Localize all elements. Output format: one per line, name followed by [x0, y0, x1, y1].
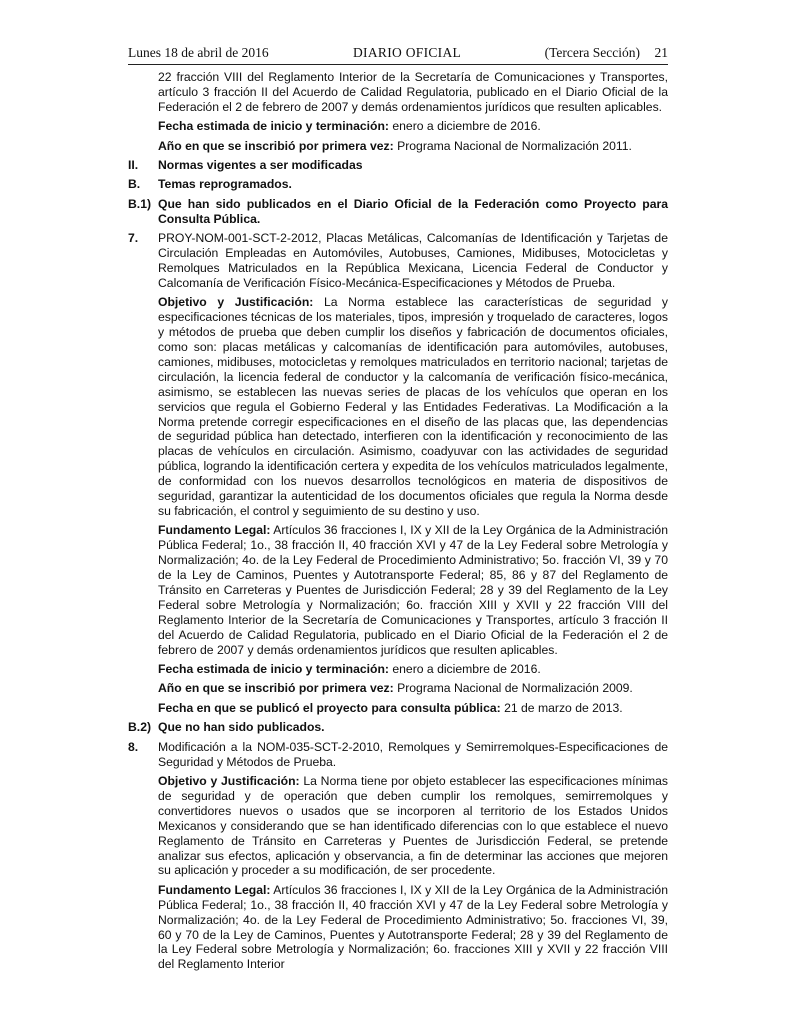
- section-b2-heading: Que no han sido publicados.: [158, 720, 325, 735]
- item-7-publication-date-text: 21 de marzo de 2013.: [500, 700, 623, 715]
- header-page-number: 21: [654, 45, 668, 60]
- section-ii-heading: Normas vigentes a ser modificadas: [158, 158, 363, 173]
- item-8-title: Modificación a la NOM-035-SCT-2-2010, Remolques y Semirremolques-Especificaciones de Seguridad y Métodos de Prueba.: [158, 739, 668, 769]
- item-8-objective: [158, 774, 668, 878]
- section-ii-number: II.: [128, 158, 139, 173]
- header-section: (Tercera Sección): [544, 45, 640, 60]
- section-b1-number: B.1): [128, 196, 152, 211]
- item-7: [128, 231, 668, 291]
- item-7-start-end-date-label: Fecha estimada de inicio y terminación:: [158, 662, 389, 677]
- item-7-publication-date: [158, 701, 668, 716]
- page-header: [128, 45, 668, 65]
- section-b2: [128, 720, 668, 735]
- item-7-first-inscription: [158, 681, 668, 696]
- item-7-legal-basis-text: Artículos 36 fracciones I, IX y XII de la Ley Orgánica de la Administración Pública Federal; 1o., 38 fracción II, 40 fracción XVI y 47 de la Ley Federal sobre Metrología y Normalización; 4o. de la Ley Federal de Procedimiento Administrativo; 5o. fracción VI, 39 y 70 de la Ley de Caminos, Puentes y Autotransporte Federal; 85, 86 y 87 del Reglamento de Tránsito en Carreteras y Puentes de Jurisdicción Federal; 28 y 39 del Reglamento de la Ley Federal sobre Metrología y Normalización; 6o. fracción XIII y XVII y 22 fracción VIII del Reglamento Interior de la Secretaría de Comunicaciones y Transportes, artículo 3 fracción II del Acuerdo de Calidad Regulatoria, publicado en el Diario Oficial de la Federación el 2 de febrero de 2007 y demás ordenamientos jurídicos que resulten aplicables.: [158, 523, 668, 657]
- item-7-title: PROY-NOM-001-SCT-2-2012, Placas Metálicas, Calcomanías de Identificación y Tarjetas de Circulación Empleadas en Automóviles, Autobuses, Camiones, Midibuses, Motocicletas y Remolques Matriculados en la República Mexicana, Licencia Federal de Conductor y Calcomanía de Verificación Físico-Mecánica-Especificaciones y Métodos de Prueba.: [158, 231, 668, 290]
- start-end-date-text: enero a diciembre de 2016.: [388, 119, 541, 134]
- section-b1: [128, 197, 668, 227]
- section-b-heading: Temas reprogramados.: [158, 177, 292, 192]
- section-b-number: B.: [128, 177, 141, 192]
- start-end-date-paragraph: [158, 119, 668, 134]
- header-title: DIARIO OFICIAL: [353, 45, 462, 60]
- item-8-legal-basis-text: Artículos 36 fracciones I, IX y XII de la Ley Orgánica de la Administración Pública Federal; 1o., 38 fracción II, 40 fracción XVI y 47 de la Ley Federal sobre Metrología y Normalización; 4o. de la Ley Federal de Procedimiento Administrativo; 5o. fracciones VI, 39, 60 y 70 de la Ley de Caminos, Puentes y Autotransporte Federal; 28 y 39 del Reglamento de la Ley Federal sobre Metrología y Normalización; 6o. fracciones XIII y XVII y 22 fracción VIII del Reglamento Interior: [158, 882, 668, 972]
- item-7-first-inscription-text: Programa Nacional de Normalización 2009.: [393, 681, 633, 696]
- item-7-first-inscription-label: Año en que se inscribió por primera vez:: [158, 681, 394, 696]
- item-7-objective: [158, 295, 668, 519]
- first-inscription-paragraph: [158, 139, 668, 154]
- item-7-legal-basis: [158, 523, 668, 657]
- document-body: [128, 70, 668, 977]
- section-b1-heading: Que han sido publicados en el Diario Oficial de la Federación como Proyecto para Consulta Pública.: [158, 196, 668, 226]
- section-b: [128, 177, 668, 192]
- header-date: Lunes 18 de abril de 2016: [128, 45, 269, 60]
- item-7-number: 7.: [128, 231, 139, 246]
- item-8-legal-basis-label: Fundamento Legal:: [158, 882, 271, 897]
- item-8-legal-basis: [158, 883, 668, 972]
- item-8-objective-label: Objetivo y Justificación:: [158, 773, 300, 788]
- first-inscription-label: Año en que se inscribió por primera vez:: [158, 138, 394, 153]
- item-7-publication-date-label: Fecha en que se publicó el proyecto para consulta pública:: [158, 700, 501, 715]
- item-7-objective-text: La Norma establece las características de seguridad y especificaciones técnicas de los materiales, tipos, impresión y troquelado de caracteres, logos y métodos de prueba que deben cumplir los diseños y fabricación de documentos oficiales, como son: placas metálicas y calcomanías de identificación para automóviles, autobuses, camiones, midibuses, motocicletas y remolques matriculados en territorio nacional; tarjetas de circulación, la licencia federal de conductor y la calcomanía de verificación físico-mecánica, asimismo, se establecen las nuevas series de placas de los vehículos que operan en los servicios que regula el Gobierno Federal y las Entidades Federativas. La Modificación a la Norma pretende corregir especificaciones en el diseño de las placas que, las dependencias de seguridad pública han detectado, interfieren con la identificación y reconocimiento de las placas de vehículos en circulación. Asimismo, coadyuvar con las actividades de seguridad pública, logrando la identificación certera y expedita de los vehículos matriculados legalmente, de conformidad con los nuevos desarrollos tecnológicos en materia de dispositivos de seguridad, garantizar la autenticidad de los documentos oficiales que regula la Norma desde su fabricación, el control y seguimiento de su destino y uso.: [158, 295, 668, 518]
- item-7-objective-label: Objetivo y Justificación:: [158, 295, 314, 310]
- item-7-start-end-date-text: enero a diciembre de 2016.: [388, 662, 541, 677]
- item-8: [128, 740, 668, 770]
- item-7-start-end-date: [158, 662, 668, 677]
- section-b2-number: B.2): [128, 720, 152, 735]
- start-end-date-label: Fecha estimada de inicio y terminación:: [158, 119, 389, 134]
- item-7-legal-basis-label: Fundamento Legal:: [158, 523, 271, 538]
- item-8-objective-text: La Norma tiene por objeto establecer las especificaciones mínimas de seguridad y de operación que deben cumplir los remolques, semirremolques y convertidores nuevos o usados que se incorporen al territorio de los Estados Unidos Mexicanos y considerando que se han identificado diferencias con lo que establece el nuevo Reglamento de Tránsito en Carreteras y Puentes de Jurisdicción Federal, se pretende analizar sus efectos, aplicación y observancia, a fin de determinar las acciones que mejoren su aplicación y proceder a su modificación, de ser procedente.: [158, 773, 668, 878]
- first-inscription-text: Programa Nacional de Normalización 2011.: [393, 138, 632, 153]
- item-8-number: 8.: [128, 739, 139, 754]
- header-rule: [128, 64, 668, 65]
- section-ii: [128, 158, 668, 173]
- continued-paragraph: 22 fracción VIII del Reglamento Interior de la Secretaría de Comunicaciones y Transportes, artículo 3 fracción II del Acuerdo de Calidad Regulatoria, publicado en el Diario Oficial de la Federación el 2 de febrero de 2007 y demás ordenamientos jurídicos que resulten aplicables.: [158, 70, 668, 114]
